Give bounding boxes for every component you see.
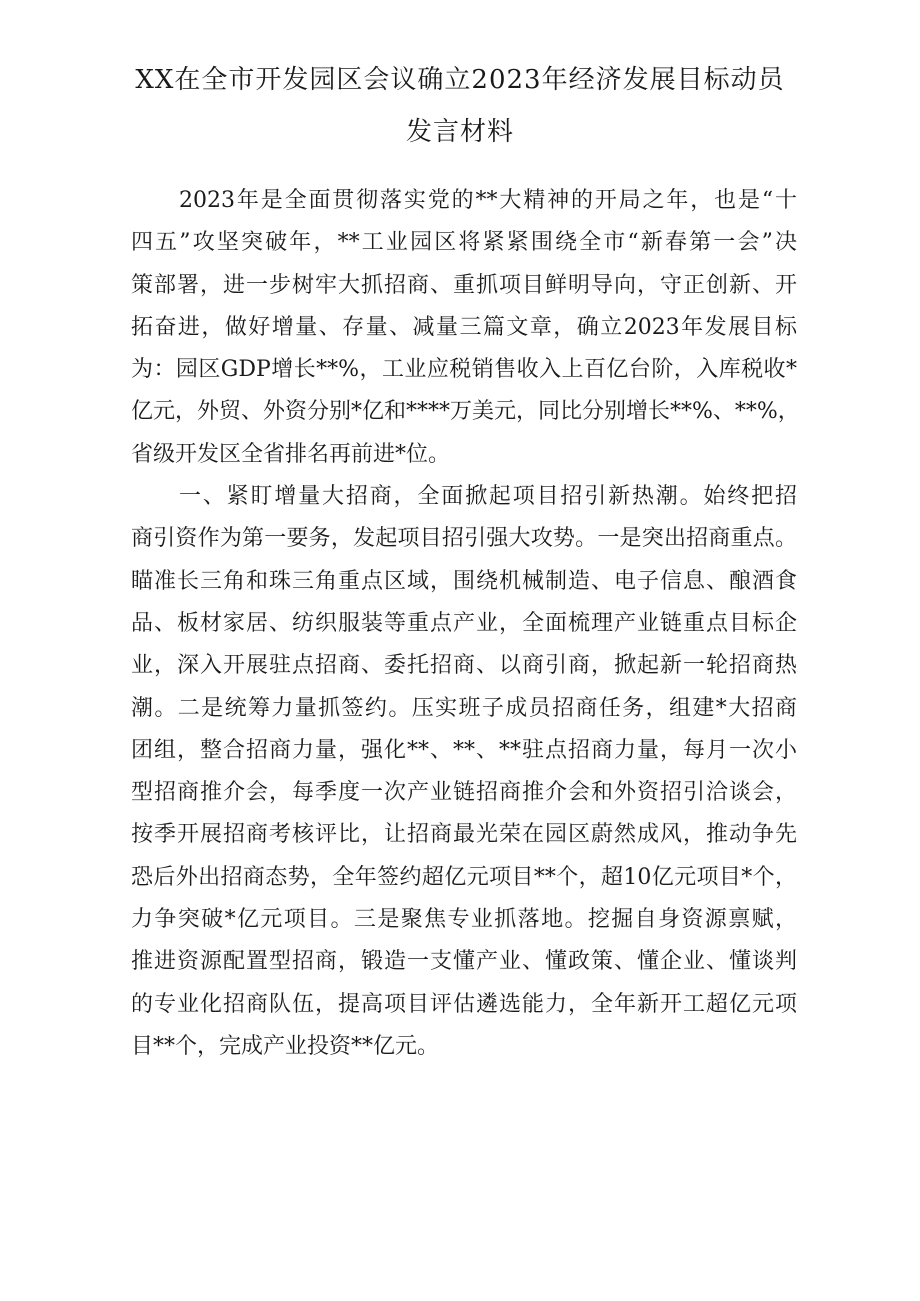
text-line: 拓奋进，做好增量、存量、减量三篇文章，确立2023年发展目标 [131, 314, 797, 340]
text-line: 瞄准长三角和珠三角重点区域，围绕机械制造、电子信息、酿酒食 [131, 568, 797, 594]
title-line: XX在全市开发园区会议确立2023年经济发展目标动员 [135, 65, 785, 95]
paragraph-section-1 [131, 476, 797, 1068]
text-line: 的专业化招商队伍，提高项目评估遴选能力，全年新开工超亿元项 [131, 991, 797, 1017]
document-body [131, 180, 800, 1068]
text-line: 按季开展招商考核评比，让招商最光荣在园区蔚然成风，推动争先 [131, 822, 797, 848]
text-line: 一、紧盯增量大招商，全面掀起项目招引新热潮。始终把招 [179, 484, 797, 510]
text-line: 力争突破*亿元项目。三是聚焦专业抓落地。挖掘自身资源禀赋， [131, 907, 797, 933]
text-line: 2023年是全面贯彻落实党的**大精神的开局之年，也是“十 [179, 188, 797, 213]
text-line: 为：园区GDP增长**%，工业应税销售收入上百亿台阶，入库税收* [131, 357, 797, 383]
paragraph-intro [131, 180, 800, 476]
text-line: 策部署，进一步树牢大抓招商、重抓项目鲜明导向，守正创新、开 [131, 272, 797, 298]
text-line: 恐后外出招商态势，全年签约超亿元项目**个，超10亿元项目*个， [131, 864, 797, 890]
text-line: 四五”攻坚突破年，**工业园区将紧紧围绕全市“新春第一会”决 [131, 230, 797, 256]
text-line: 亿元，外贸、外资分别*亿和****万美元，同比分别增长**%、**%， [131, 399, 800, 425]
text-line: 型招商推介会，每季度一次产业链招商推介会和外资招引洽谈会， [131, 780, 797, 806]
text-line: 目**个，完成产业投资**亿元。 [131, 1033, 440, 1059]
text-line: 业，深入开展驻点招商、委托招商、以商引商，掀起新一轮招商热 [131, 653, 797, 679]
text-line: 潮。二是统筹力量抓签约。压实班子成员招商任务，组建*大招商 [131, 695, 797, 721]
document-title [120, 54, 800, 158]
text-line: 商引资作为第一要务，发起项目招引强大攻势。一是突出招商重点。 [131, 526, 797, 552]
title-line: 发言材料 [405, 117, 514, 147]
text-line: 推进资源配置型招商，锻造一支懂产业、懂政策、懂企业、懂谈判 [131, 949, 797, 975]
text-line: 品、板材家居、纺织服装等重点产业，全面梳理产业链重点目标企 [131, 610, 797, 636]
text-line: 团组，整合招商力量，强化**、**、**驻点招商力量，每月一次小 [131, 737, 797, 763]
text-line: 省级开发区全省排名再前进*位。 [131, 441, 451, 467]
